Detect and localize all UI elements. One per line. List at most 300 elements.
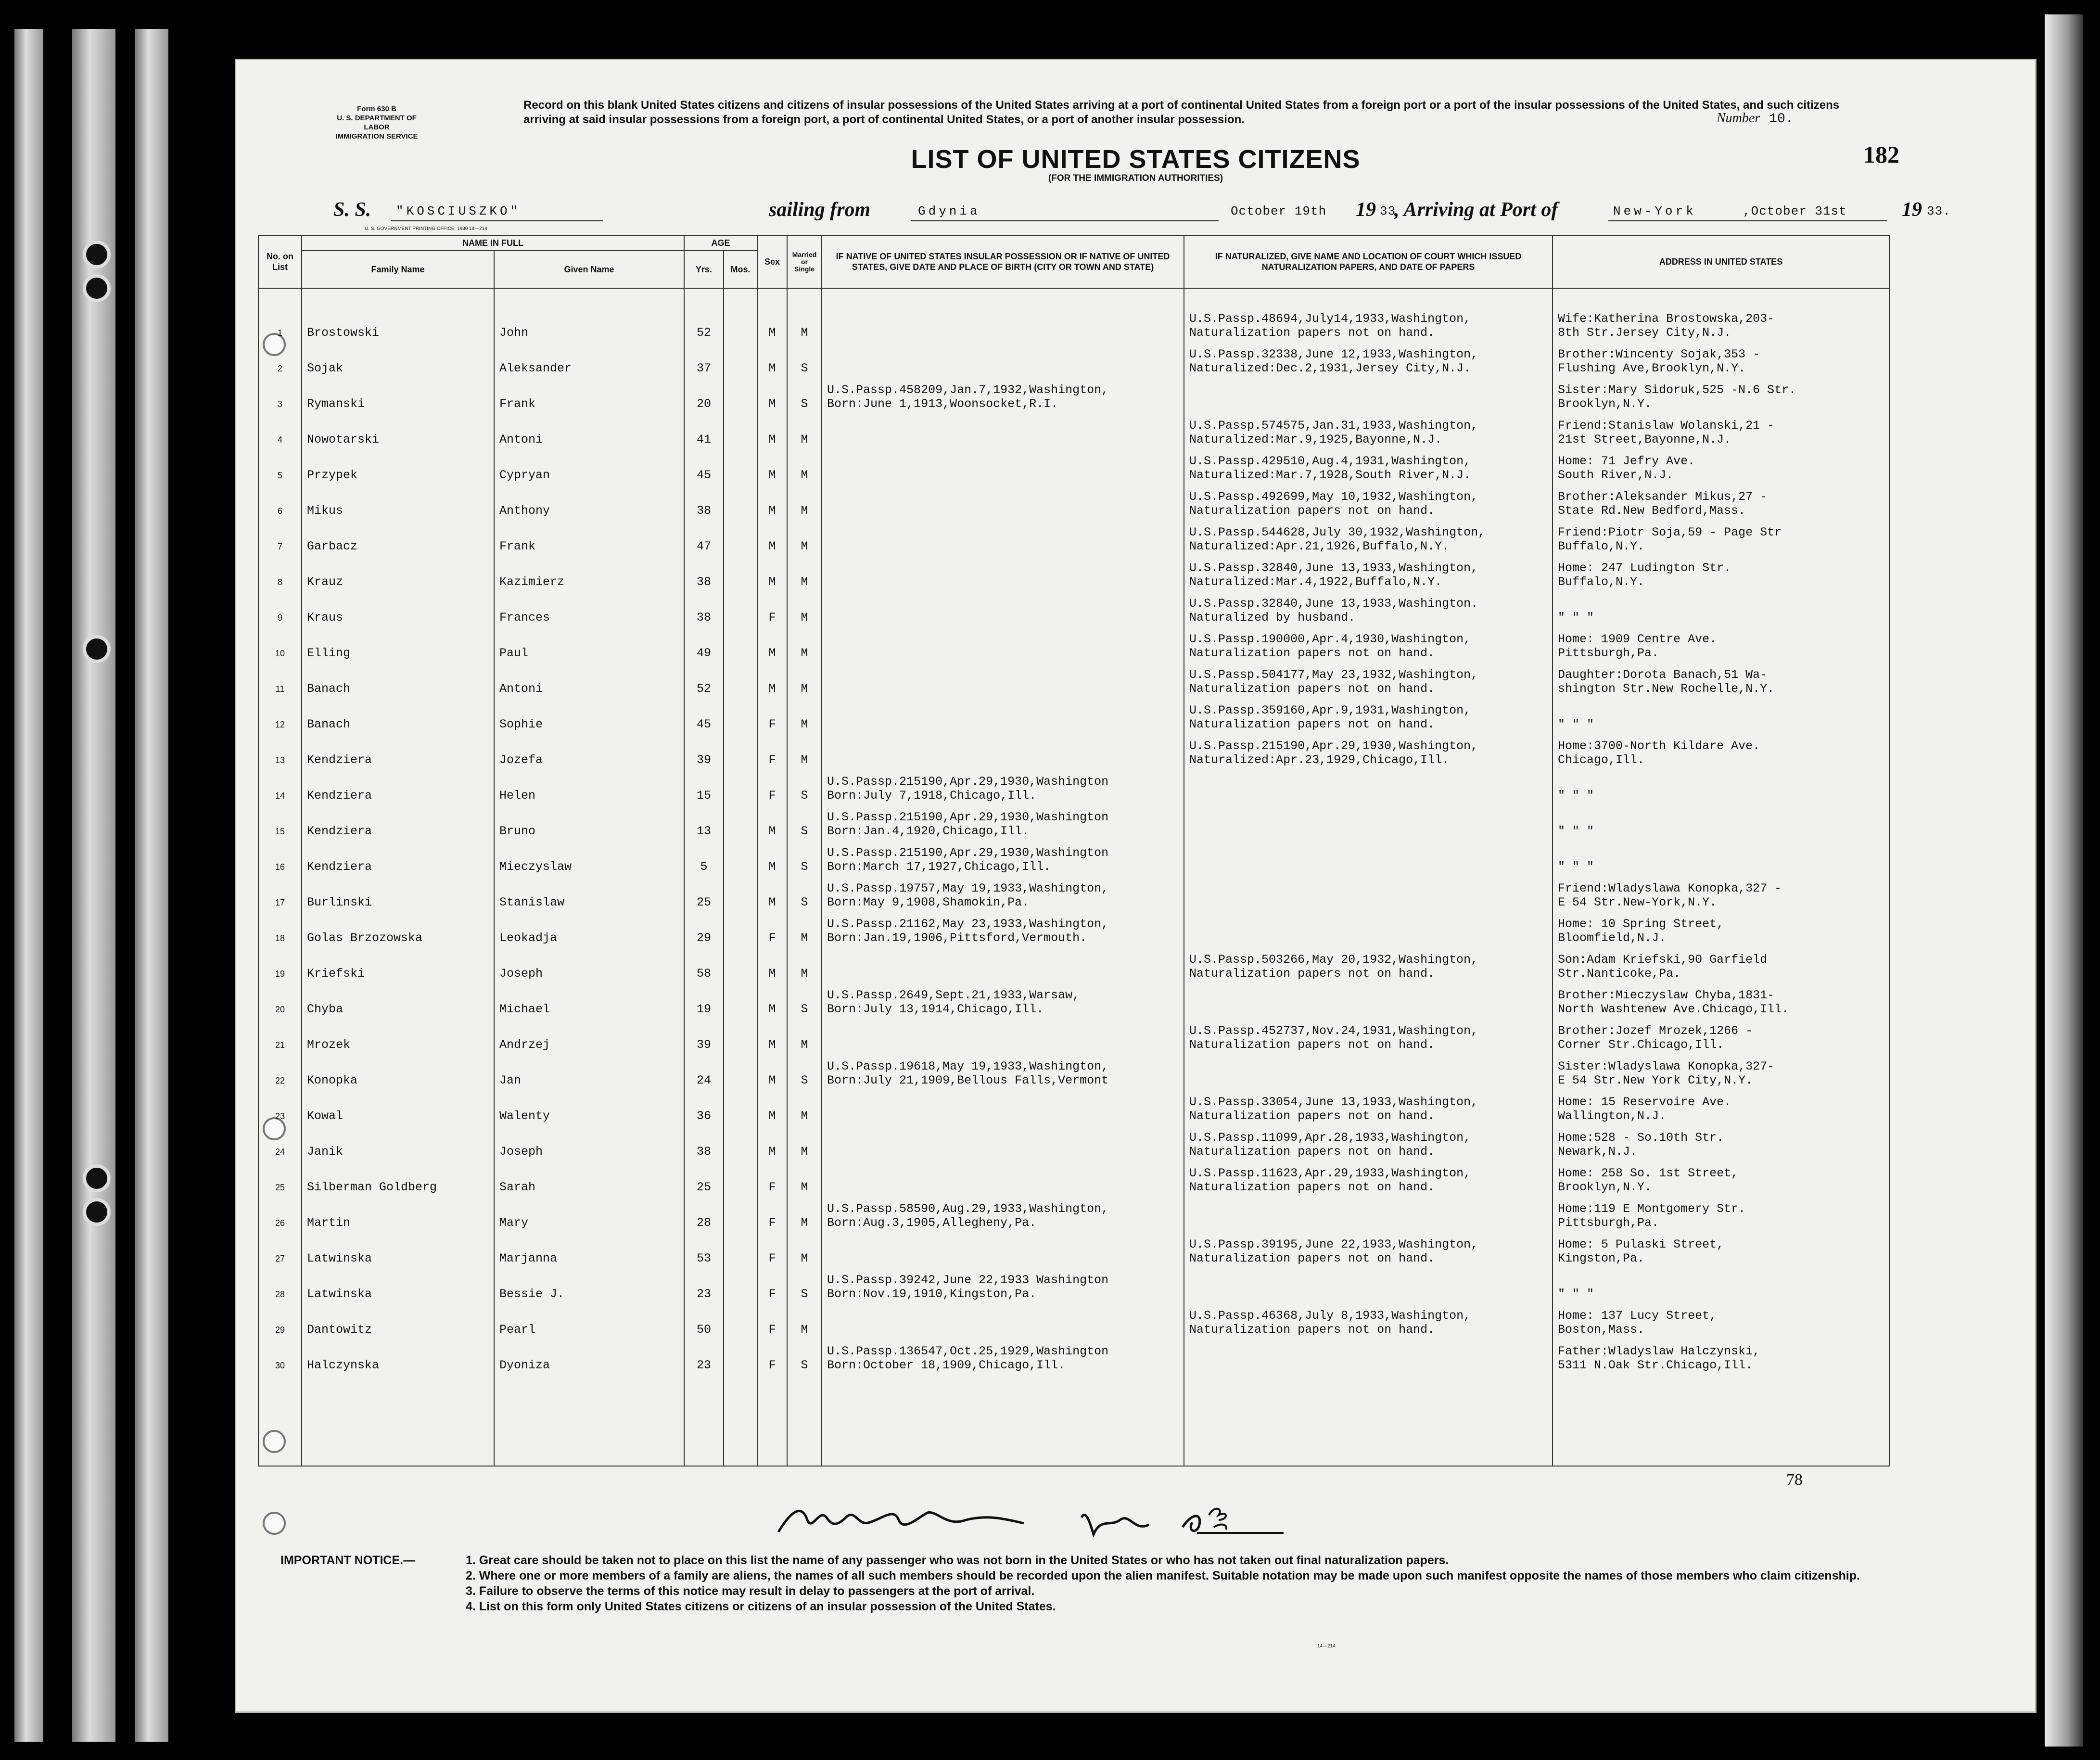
cell-given-name: Leokadja bbox=[494, 909, 684, 945]
cell-naturalization-line: Naturalization papers not on hand. bbox=[1189, 504, 1435, 518]
cell-address-line: Home:3700-North Kildare Ave. bbox=[1558, 739, 1760, 753]
cell-address bbox=[1553, 1301, 1889, 1337]
year-prefix: 19 bbox=[1902, 199, 1922, 221]
cell-given-name: Stanislaw bbox=[494, 874, 684, 909]
cell-sex: M bbox=[757, 304, 787, 340]
cell-age-years: 53 bbox=[684, 1230, 724, 1265]
cell-no: 14 bbox=[258, 767, 302, 803]
number-label: Number bbox=[1717, 111, 1760, 126]
cell-age-years: 19 bbox=[684, 981, 724, 1016]
cell-family-name: Przypek bbox=[302, 446, 494, 482]
cell-native-birth bbox=[822, 1123, 1184, 1159]
cell-naturalization bbox=[1184, 589, 1553, 625]
col-header-address: ADDRESS IN UNITED STATES bbox=[1553, 235, 1889, 288]
cell-address-line: 5311 N.Oak Str.Chicago,Ill. bbox=[1558, 1358, 1753, 1372]
cell-marital-status: M bbox=[787, 1230, 822, 1265]
cell-address-line: " " " bbox=[1558, 860, 1594, 874]
cell-address-line: Home: 10 Spring Street, bbox=[1558, 917, 1724, 931]
cell-naturalization-line: Naturalization papers not on hand. bbox=[1189, 646, 1435, 660]
cell-naturalization bbox=[1184, 340, 1553, 375]
cell-native-birth bbox=[822, 625, 1184, 660]
cell-given-name: Anthony bbox=[494, 482, 684, 518]
record-instructions: Record on this blank United States citizens and citizens of insular possessions of the United States arriving at a port of continental United States from a foreign port or a port of the insular possessions of the United States, and such citizens arriving at said insular possessions from a foreign port, a port of continental United States, or a port of another insular possession. bbox=[523, 99, 1840, 126]
cell-given-name: Michael bbox=[494, 981, 684, 1016]
cell-native-birth bbox=[822, 553, 1184, 589]
cell-given-name: Bessie J. bbox=[494, 1265, 684, 1301]
cell-address-line: Son:Adam Kriefski,90 Garfield bbox=[1558, 953, 1768, 967]
cell-native-birth bbox=[822, 304, 1184, 340]
cell-age-years: 23 bbox=[684, 1265, 724, 1301]
cell-age-years: 39 bbox=[684, 731, 724, 767]
cell-address-line: Boston,Mass. bbox=[1558, 1323, 1645, 1337]
cell-age-years: 38 bbox=[684, 553, 724, 589]
table-row bbox=[258, 660, 1889, 696]
table-row bbox=[258, 1159, 1889, 1194]
cell-family-name: Rymanski bbox=[302, 375, 494, 411]
cell-native-birth bbox=[822, 1087, 1184, 1123]
cell-marital-status: M bbox=[787, 589, 822, 625]
cell-address bbox=[1553, 304, 1889, 340]
cell-given-name: Kazimierz bbox=[494, 553, 684, 589]
cell-no: 13 bbox=[258, 731, 302, 767]
cell-naturalization bbox=[1184, 411, 1553, 446]
cell-no: 17 bbox=[258, 874, 302, 909]
cell-address-line: " " " bbox=[1558, 1287, 1594, 1301]
cell-no: 8 bbox=[258, 553, 302, 589]
cell-given-name: Walenty bbox=[494, 1087, 684, 1123]
form-id-line: U. S. DEPARTMENT OF LABOR bbox=[337, 114, 417, 131]
cell-address-line: State Rd.New Bedford,Mass. bbox=[1558, 504, 1746, 518]
cell-address bbox=[1553, 660, 1889, 696]
cell-sex: F bbox=[757, 1230, 787, 1265]
cell-family-name: Kendziera bbox=[302, 767, 494, 803]
page-mark: 78 bbox=[1786, 1471, 1803, 1489]
table-row bbox=[258, 446, 1889, 482]
table-row bbox=[258, 803, 1889, 838]
cell-address-line: Daughter:Dorota Banach,51 Wa- bbox=[1558, 668, 1768, 682]
cell-sex: F bbox=[757, 589, 787, 625]
cell-family-name: Dantowitz bbox=[302, 1301, 494, 1337]
cell-naturalization bbox=[1184, 1016, 1553, 1052]
arrival-date: ,October 31st bbox=[1743, 204, 1847, 218]
cell-native-birth bbox=[822, 411, 1184, 446]
cell-age-months bbox=[724, 482, 757, 518]
cell-given-name: Jozefa bbox=[494, 731, 684, 767]
cell-age-months bbox=[724, 1087, 757, 1123]
table-blank-row bbox=[258, 1372, 1889, 1466]
cell-sex: M bbox=[757, 1123, 787, 1159]
cell-family-name: Kowal bbox=[302, 1087, 494, 1123]
passenger-table bbox=[258, 235, 1890, 1467]
notice-item: 2. Where one or more members of a family are aliens, the names of all such members should be recorded upon the alien manifest. Suitable notation may be made upon such manifest opposite the names of those members who claim citizenship. bbox=[466, 1569, 1860, 1582]
cell-no: 12 bbox=[258, 696, 302, 731]
cell-address-line: E 54 Str.New-York,N.Y. bbox=[1558, 895, 1717, 909]
page-subtitle: (FOR THE IMMIGRATION AUTHORITIES) bbox=[1048, 173, 1223, 183]
cell-age-months bbox=[724, 1123, 757, 1159]
cell-address bbox=[1553, 696, 1889, 731]
cell-naturalization-line: Naturalized:Dec.2,1931,Jersey City,N.J. bbox=[1189, 361, 1471, 375]
cell-age-years: 41 bbox=[684, 411, 724, 446]
cell-age-years: 13 bbox=[684, 803, 724, 838]
cell-given-name: Sarah bbox=[494, 1159, 684, 1194]
cell-family-name: Sojak bbox=[302, 340, 494, 375]
cell-sex: M bbox=[757, 625, 787, 660]
binder-hole bbox=[83, 635, 111, 663]
cell-address bbox=[1553, 625, 1889, 660]
cell-address bbox=[1553, 767, 1889, 803]
cell-given-name: John bbox=[494, 304, 684, 340]
cell-address-line: Buffalo,N.Y. bbox=[1558, 575, 1645, 589]
cell-address bbox=[1553, 1194, 1889, 1230]
cell-sex: M bbox=[757, 446, 787, 482]
cell-no: 20 bbox=[258, 981, 302, 1016]
cell-age-years: 15 bbox=[684, 767, 724, 803]
cell-naturalization-line: U.S.Passp.215190,Apr.29,1930,Washington, bbox=[1189, 739, 1478, 753]
cell-naturalization bbox=[1184, 909, 1553, 945]
fill-line bbox=[391, 220, 603, 221]
cell-native-birth-line: Born:July 21,1909,Bellous Falls,Vermont bbox=[827, 1073, 1109, 1087]
cell-naturalization-line: Naturalization papers not on hand. bbox=[1189, 1109, 1435, 1123]
table-row bbox=[258, 625, 1889, 660]
cell-age-months bbox=[724, 767, 757, 803]
cell-naturalization bbox=[1184, 803, 1553, 838]
cell-sex: F bbox=[757, 731, 787, 767]
cell-address-line: Home: 137 Lucy Street, bbox=[1558, 1309, 1717, 1323]
cell-sex: F bbox=[757, 909, 787, 945]
cell-native-birth bbox=[822, 660, 1184, 696]
cell-naturalization bbox=[1184, 375, 1553, 411]
cell-naturalization-line: U.S.Passp.544628,July 30,1932,Washington, bbox=[1189, 525, 1486, 539]
table-row bbox=[258, 482, 1889, 518]
cell-age-years: 24 bbox=[684, 1052, 724, 1087]
cell-naturalization bbox=[1184, 1230, 1553, 1265]
cell-marital-status: M bbox=[787, 553, 822, 589]
col-header-married: Married or Single bbox=[787, 235, 822, 288]
cell-sex: M bbox=[757, 838, 787, 874]
cell-marital-status: S bbox=[787, 375, 822, 411]
cell-address bbox=[1553, 1123, 1889, 1159]
cell-native-birth-line: Born:Nov.19,1910,Kingston,Pa. bbox=[827, 1287, 1037, 1301]
cell-family-name: Kendziera bbox=[302, 803, 494, 838]
cell-naturalization-line: U.S.Passp.11099,Apr.28,1933,Washington, bbox=[1189, 1131, 1471, 1145]
cell-naturalization bbox=[1184, 874, 1553, 909]
cell-native-birth bbox=[822, 446, 1184, 482]
cell-native-birth bbox=[822, 696, 1184, 731]
cell-address-line: " " " bbox=[1558, 717, 1594, 731]
cell-address-line: Str.Nanticoke,Pa. bbox=[1558, 967, 1681, 981]
cell-sex: M bbox=[757, 340, 787, 375]
cell-marital-status: M bbox=[787, 696, 822, 731]
cell-address bbox=[1553, 1337, 1889, 1372]
cell-age-months bbox=[724, 696, 757, 731]
cell-naturalization-line: U.S.Passp.46368,July 8,1933,Washington, bbox=[1189, 1309, 1471, 1323]
cell-no: 18 bbox=[258, 909, 302, 945]
cell-address-line: Friend:Stanislaw Wolanski,21 - bbox=[1558, 419, 1775, 433]
cell-native-birth bbox=[822, 731, 1184, 767]
cell-family-name: Nowotarski bbox=[302, 411, 494, 446]
cell-native-birth-line: U.S.Passp.2649,Sept.21,1933,Warsaw, bbox=[827, 988, 1080, 1002]
cell-sex: F bbox=[757, 1194, 787, 1230]
table-row bbox=[258, 1123, 1889, 1159]
cell-naturalization-line: U.S.Passp.190000,Apr.4,1930,Washington, bbox=[1189, 632, 1471, 646]
cell-address-line: Home: 15 Reservoire Ave. bbox=[1558, 1095, 1731, 1109]
cell-address-line: Home:119 E Montgomery Str. bbox=[1558, 1202, 1746, 1216]
cell-family-name: Burlinski bbox=[302, 874, 494, 909]
cell-address-line: " " " bbox=[1558, 824, 1594, 838]
cell-native-birth bbox=[822, 1052, 1184, 1087]
cell-no: 30 bbox=[258, 1337, 302, 1372]
blank-cell bbox=[684, 1372, 724, 1466]
cell-address-line: Home: 258 So. 1st Street, bbox=[1558, 1166, 1739, 1180]
cell-marital-status: M bbox=[787, 304, 822, 340]
cell-family-name: Mrozek bbox=[302, 1016, 494, 1052]
cell-native-birth-line: U.S.Passp.215190,Apr.29,1930,Washington bbox=[827, 846, 1109, 860]
cell-given-name: Frank bbox=[494, 518, 684, 553]
cell-naturalization-line: Naturalization papers not on hand. bbox=[1189, 326, 1435, 340]
col-header-native: IF NATIVE OF UNITED STATES INSULAR POSSESSION OR IF NATIVE OF UNITED STATES, GIVE DATE AND PLACE OF BIRTH (CITY OR TOWN AND STATE) bbox=[822, 235, 1184, 288]
cell-given-name: Bruno bbox=[494, 803, 684, 838]
cell-age-months bbox=[724, 625, 757, 660]
cell-sex: M bbox=[757, 553, 787, 589]
passenger-rows bbox=[258, 288, 1889, 1466]
blank-cell bbox=[822, 1372, 1184, 1466]
table-row bbox=[258, 767, 1889, 803]
cell-native-birth bbox=[822, 874, 1184, 909]
cell-age-years: 58 bbox=[684, 945, 724, 981]
cell-age-months bbox=[724, 1016, 757, 1052]
year-suffix: 33. bbox=[1927, 204, 1951, 218]
cell-naturalization-line: Naturalization papers not on hand. bbox=[1189, 717, 1435, 731]
cell-sex: F bbox=[757, 1301, 787, 1337]
cell-address bbox=[1553, 446, 1889, 482]
cell-naturalization-line: Naturalized:Mar.4,1922,Buffalo,N.Y. bbox=[1189, 575, 1442, 589]
cell-family-name: Kendziera bbox=[302, 731, 494, 767]
ss-label: S. S. bbox=[333, 199, 371, 221]
blank-cell bbox=[724, 1372, 757, 1466]
cell-sex: M bbox=[757, 1016, 787, 1052]
table-row bbox=[258, 1230, 1889, 1265]
cell-native-birth bbox=[822, 1159, 1184, 1194]
cell-given-name: Helen bbox=[494, 767, 684, 803]
cell-naturalization bbox=[1184, 1159, 1553, 1194]
cell-age-years: 38 bbox=[684, 1123, 724, 1159]
cell-naturalization bbox=[1184, 1123, 1553, 1159]
cell-sex: F bbox=[757, 1265, 787, 1301]
cell-address-line: South River,N.J. bbox=[1558, 468, 1674, 482]
table-row bbox=[258, 731, 1889, 767]
cell-native-birth bbox=[822, 1265, 1184, 1301]
cell-address bbox=[1553, 838, 1889, 874]
cell-naturalization bbox=[1184, 660, 1553, 696]
cell-age-years: 23 bbox=[684, 1337, 724, 1372]
cell-marital-status: M bbox=[787, 1194, 822, 1230]
cell-native-birth-line: Born:May 9,1908,Shamokin,Pa. bbox=[827, 895, 1030, 909]
cell-marital-status: M bbox=[787, 1087, 822, 1123]
cell-age-years: 50 bbox=[684, 1301, 724, 1337]
cell-naturalization-line: Naturalization papers not on hand. bbox=[1189, 1145, 1435, 1159]
cell-naturalization bbox=[1184, 981, 1553, 1016]
cell-native-birth bbox=[822, 1194, 1184, 1230]
cell-naturalization bbox=[1184, 1087, 1553, 1123]
cell-address bbox=[1553, 731, 1889, 767]
cell-naturalization bbox=[1184, 482, 1553, 518]
cell-address bbox=[1553, 803, 1889, 838]
cell-age-years: 49 bbox=[684, 625, 724, 660]
cell-naturalization-line: Naturalization papers not on hand. bbox=[1189, 967, 1435, 981]
cell-sex: M bbox=[757, 411, 787, 446]
cell-address-line: " " " bbox=[1558, 789, 1594, 803]
cell-naturalization bbox=[1184, 518, 1553, 553]
cell-address bbox=[1553, 909, 1889, 945]
cell-age-months bbox=[724, 589, 757, 625]
stamped-page-number: 182 bbox=[1863, 141, 1899, 168]
cell-native-birth-line: Born:Aug.3,1905,Allegheny,Pa. bbox=[827, 1216, 1037, 1230]
cell-family-name: Golas Brzozowska bbox=[302, 909, 494, 945]
list-number bbox=[1717, 111, 1794, 127]
cell-no: 26 bbox=[258, 1194, 302, 1230]
cell-address bbox=[1553, 1230, 1889, 1265]
cell-sex: F bbox=[757, 696, 787, 731]
cell-native-birth-line: Born:July 7,1918,Chicago,Ill. bbox=[827, 789, 1037, 803]
table-row bbox=[258, 1301, 1889, 1337]
table-row bbox=[258, 553, 1889, 589]
cell-family-name: Mikus bbox=[302, 482, 494, 518]
cell-marital-status: S bbox=[787, 874, 822, 909]
cell-no: 21 bbox=[258, 1016, 302, 1052]
cell-age-months bbox=[724, 838, 757, 874]
cell-no: 28 bbox=[258, 1265, 302, 1301]
form-identifier bbox=[326, 104, 427, 141]
cell-age-years: 38 bbox=[684, 589, 724, 625]
cell-naturalization-line: U.S.Passp.429510,Aug.4,1931,Washington, bbox=[1189, 454, 1471, 468]
cell-age-months bbox=[724, 1265, 757, 1301]
cell-age-years: 45 bbox=[684, 446, 724, 482]
cell-naturalization bbox=[1184, 1301, 1553, 1337]
cell-address bbox=[1553, 1087, 1889, 1123]
cell-address-line: Bloomfield,N.J. bbox=[1558, 931, 1667, 945]
cell-family-name: Silberman Goldberg bbox=[302, 1159, 494, 1194]
cell-naturalization bbox=[1184, 767, 1553, 803]
cell-marital-status: M bbox=[787, 482, 822, 518]
blank-cell bbox=[258, 1372, 302, 1466]
cell-no: 4 bbox=[258, 411, 302, 446]
cell-address-line: Brother:Jozef Mrozek,1266 - bbox=[1558, 1024, 1753, 1038]
cell-age-years: 38 bbox=[684, 482, 724, 518]
number-value: 10. bbox=[1769, 112, 1794, 127]
cell-address-line: Newark,N.J. bbox=[1558, 1145, 1638, 1159]
cell-marital-status: M bbox=[787, 446, 822, 482]
cell-address-line: Brother:Mieczyslaw Chyba,1831- bbox=[1558, 988, 1775, 1002]
cell-address-line: 21st Street,Bayonne,N.J. bbox=[1558, 433, 1731, 446]
cell-native-birth-line: U.S.Passp.19757,May 19,1933,Washington, bbox=[827, 881, 1109, 895]
cell-age-months bbox=[724, 1337, 757, 1372]
cell-address-line: 8th Str.Jersey City,N.J. bbox=[1558, 326, 1731, 340]
cell-marital-status: S bbox=[787, 1265, 822, 1301]
cell-naturalization bbox=[1184, 625, 1553, 660]
cell-native-birth bbox=[822, 909, 1184, 945]
cell-age-months bbox=[724, 909, 757, 945]
cell-naturalization-line: Naturalization papers not on hand. bbox=[1189, 1038, 1435, 1052]
cell-naturalization-line: U.S.Passp.32840,June 13,1933,Washington, bbox=[1189, 561, 1478, 575]
cell-marital-status: M bbox=[787, 945, 822, 981]
cell-marital-status: M bbox=[787, 660, 822, 696]
cell-address-line: Father:Wladyslaw Halczynski, bbox=[1558, 1344, 1760, 1358]
cell-naturalization-line: U.S.Passp.32338,June 12,1933,Washington, bbox=[1189, 347, 1478, 361]
cell-given-name: Sophie bbox=[494, 696, 684, 731]
cell-marital-status: M bbox=[787, 731, 822, 767]
binder-hole bbox=[83, 274, 111, 302]
cell-no: 1 bbox=[258, 304, 302, 340]
cell-marital-status: S bbox=[787, 803, 822, 838]
col-header-family: Family Name bbox=[302, 251, 494, 288]
cell-naturalization bbox=[1184, 1337, 1553, 1372]
page-title: LIST OF UNITED STATES CITIZENS bbox=[911, 145, 1361, 174]
cell-no: 29 bbox=[258, 1301, 302, 1337]
cell-family-name: Banach bbox=[302, 696, 494, 731]
table-row bbox=[258, 340, 1889, 375]
cell-native-birth-line: Born:March 17,1927,Chicago,Ill. bbox=[827, 860, 1051, 874]
cell-given-name: Jan bbox=[494, 1052, 684, 1087]
cell-no: 19 bbox=[258, 945, 302, 981]
binder-edge bbox=[0, 0, 250, 1760]
cell-native-birth bbox=[822, 1301, 1184, 1337]
cell-family-name: Latwinska bbox=[302, 1265, 494, 1301]
cell-address-line: shington Str.New Rochelle,N.Y. bbox=[1558, 682, 1775, 696]
cell-address bbox=[1553, 1016, 1889, 1052]
cell-no: 10 bbox=[258, 625, 302, 660]
cell-age-years: 47 bbox=[684, 518, 724, 553]
cell-age-months bbox=[724, 981, 757, 1016]
cell-naturalization-line: U.S.Passp.574575,Jan.31,1933,Washington, bbox=[1189, 419, 1478, 433]
cell-sex: M bbox=[757, 945, 787, 981]
blank-cell bbox=[757, 1372, 787, 1466]
cell-native-birth-line: Born:Jan.19,1906,Pittsford,Vermouth. bbox=[827, 931, 1087, 945]
cell-address-line: Home: 1909 Centre Ave. bbox=[1558, 632, 1717, 646]
cell-naturalization-line: U.S.Passp.452737,Nov.24,1931,Washington, bbox=[1189, 1024, 1478, 1038]
cell-address bbox=[1553, 411, 1889, 446]
cell-age-months bbox=[724, 660, 757, 696]
cell-address-line: Friend:Piotr Soja,59 - Page Str bbox=[1558, 525, 1782, 539]
cell-native-birth-line: U.S.Passp.215190,Apr.29,1930,Washington bbox=[827, 775, 1109, 789]
cell-sex: M bbox=[757, 874, 787, 909]
cell-age-years: 37 bbox=[684, 340, 724, 375]
binder-hole bbox=[83, 1164, 111, 1192]
from-port: Gdynia bbox=[918, 204, 980, 218]
cell-given-name: Joseph bbox=[494, 945, 684, 981]
cell-address bbox=[1553, 981, 1889, 1016]
cell-no: 3 bbox=[258, 375, 302, 411]
cell-native-birth-line: Born:June 1,1913,Woonsocket,R.I. bbox=[827, 397, 1058, 411]
cell-address-line: Corner Str.Chicago,Ill. bbox=[1558, 1038, 1724, 1052]
cell-address-line: Brooklyn,N.Y. bbox=[1558, 1180, 1652, 1194]
table-row bbox=[258, 981, 1889, 1016]
cell-age-months bbox=[724, 731, 757, 767]
cell-naturalization-line: U.S.Passp.359160,Apr.9,1931,Washington, bbox=[1189, 703, 1471, 717]
year-prefix: 19 bbox=[1356, 199, 1376, 221]
cell-naturalization-line: U.S.Passp.39195,June 22,1933,Washington, bbox=[1189, 1237, 1478, 1251]
form-id-line: IMMIGRATION SERVICE bbox=[335, 132, 418, 140]
cell-native-birth-line: U.S.Passp.136547,Oct.25,1929,Washington bbox=[827, 1344, 1109, 1358]
cell-age-months bbox=[724, 1052, 757, 1087]
cell-naturalization-line: Naturalized:Mar.7,1928,South River,N.J. bbox=[1189, 468, 1471, 482]
cell-naturalization-line: U.S.Passp.503266,May 20,1932,Washington, bbox=[1189, 953, 1478, 967]
cell-marital-status: M bbox=[787, 625, 822, 660]
cell-age-months bbox=[724, 874, 757, 909]
cell-sex: M bbox=[757, 1052, 787, 1087]
cell-address bbox=[1553, 482, 1889, 518]
cell-given-name: Aleksander bbox=[494, 340, 684, 375]
cell-address-line: Brooklyn,N.Y. bbox=[1558, 397, 1652, 411]
